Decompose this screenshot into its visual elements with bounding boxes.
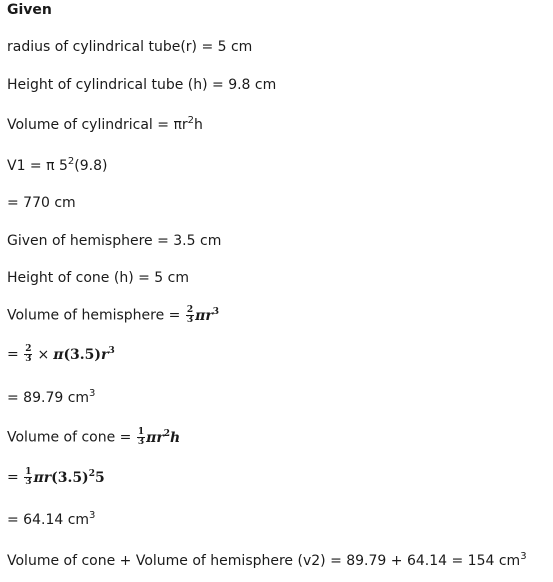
fraction: $\frac{2}{3}$ — [186, 305, 194, 325]
exponent: 3 — [89, 388, 96, 399]
cylinder-volume-label: Volume of cylindrical = — [7, 117, 174, 133]
hemisphere-result: = 89.79 $cm^3$ — [7, 388, 96, 406]
exponent: 2 — [67, 156, 75, 167]
equals-prefix: = — [7, 346, 24, 363]
cone-volume-formula — [7, 428, 180, 447]
v1-prefix: V1 = π 5 — [7, 158, 68, 174]
hemisphere-given-line: Given of hemisphere = 3.5 cm — [7, 233, 222, 249]
hemisphere-volume-formula — [7, 306, 219, 325]
exponent: 3 — [520, 551, 527, 562]
cylinder-volume-formula — [7, 116, 203, 134]
cone-result: = 64.14 $cm^3$ — [7, 510, 96, 528]
hemisphere-volume-label: Volume of hemisphere = — [7, 307, 185, 324]
h-text: h — [194, 117, 203, 133]
pi-r-text: πr — [173, 117, 188, 133]
math-expression: $\pi(3.5)r^3$ — [53, 345, 115, 363]
fraction: $\frac{1}{3}$ — [137, 427, 145, 447]
math-expression: $\pi r^2h$ — [146, 428, 181, 446]
v1-suffix: (9.8) — [74, 158, 108, 174]
hemisphere-calculation — [7, 345, 115, 364]
cone-calculation — [7, 468, 105, 487]
v1-calculation — [7, 157, 107, 175]
radius-line: radius of cylindrical tube(r) = 5 cm — [7, 39, 253, 55]
v1-result: = 770 cm — [7, 195, 76, 211]
equals-prefix: = — [7, 469, 24, 486]
math-expression: $\pi r^3$ — [195, 306, 219, 324]
cone-volume-label: Volume of cone = — [7, 429, 136, 446]
exponent: 2 — [187, 115, 194, 126]
cone-height-line: Height of cone (h) = 5 cm — [7, 270, 189, 286]
math-expression: $\pi r(3.5)^25$ — [33, 468, 105, 486]
exponent: 3 — [89, 510, 96, 521]
times-symbol: × — [37, 346, 50, 363]
heading-given: Given — [7, 2, 52, 18]
total-volume-line: Volume of cone + Volume of hemisphere (v2) = 89.79 + 64.14 = 154 $cm^3$ — [7, 551, 527, 569]
tube-height-line: Height of cylindrical tube (h) = 9.8 cm — [7, 77, 277, 93]
fraction: $\frac{2}{3}$ — [25, 344, 32, 364]
fraction: $\frac{1}{3}$ — [25, 467, 32, 487]
